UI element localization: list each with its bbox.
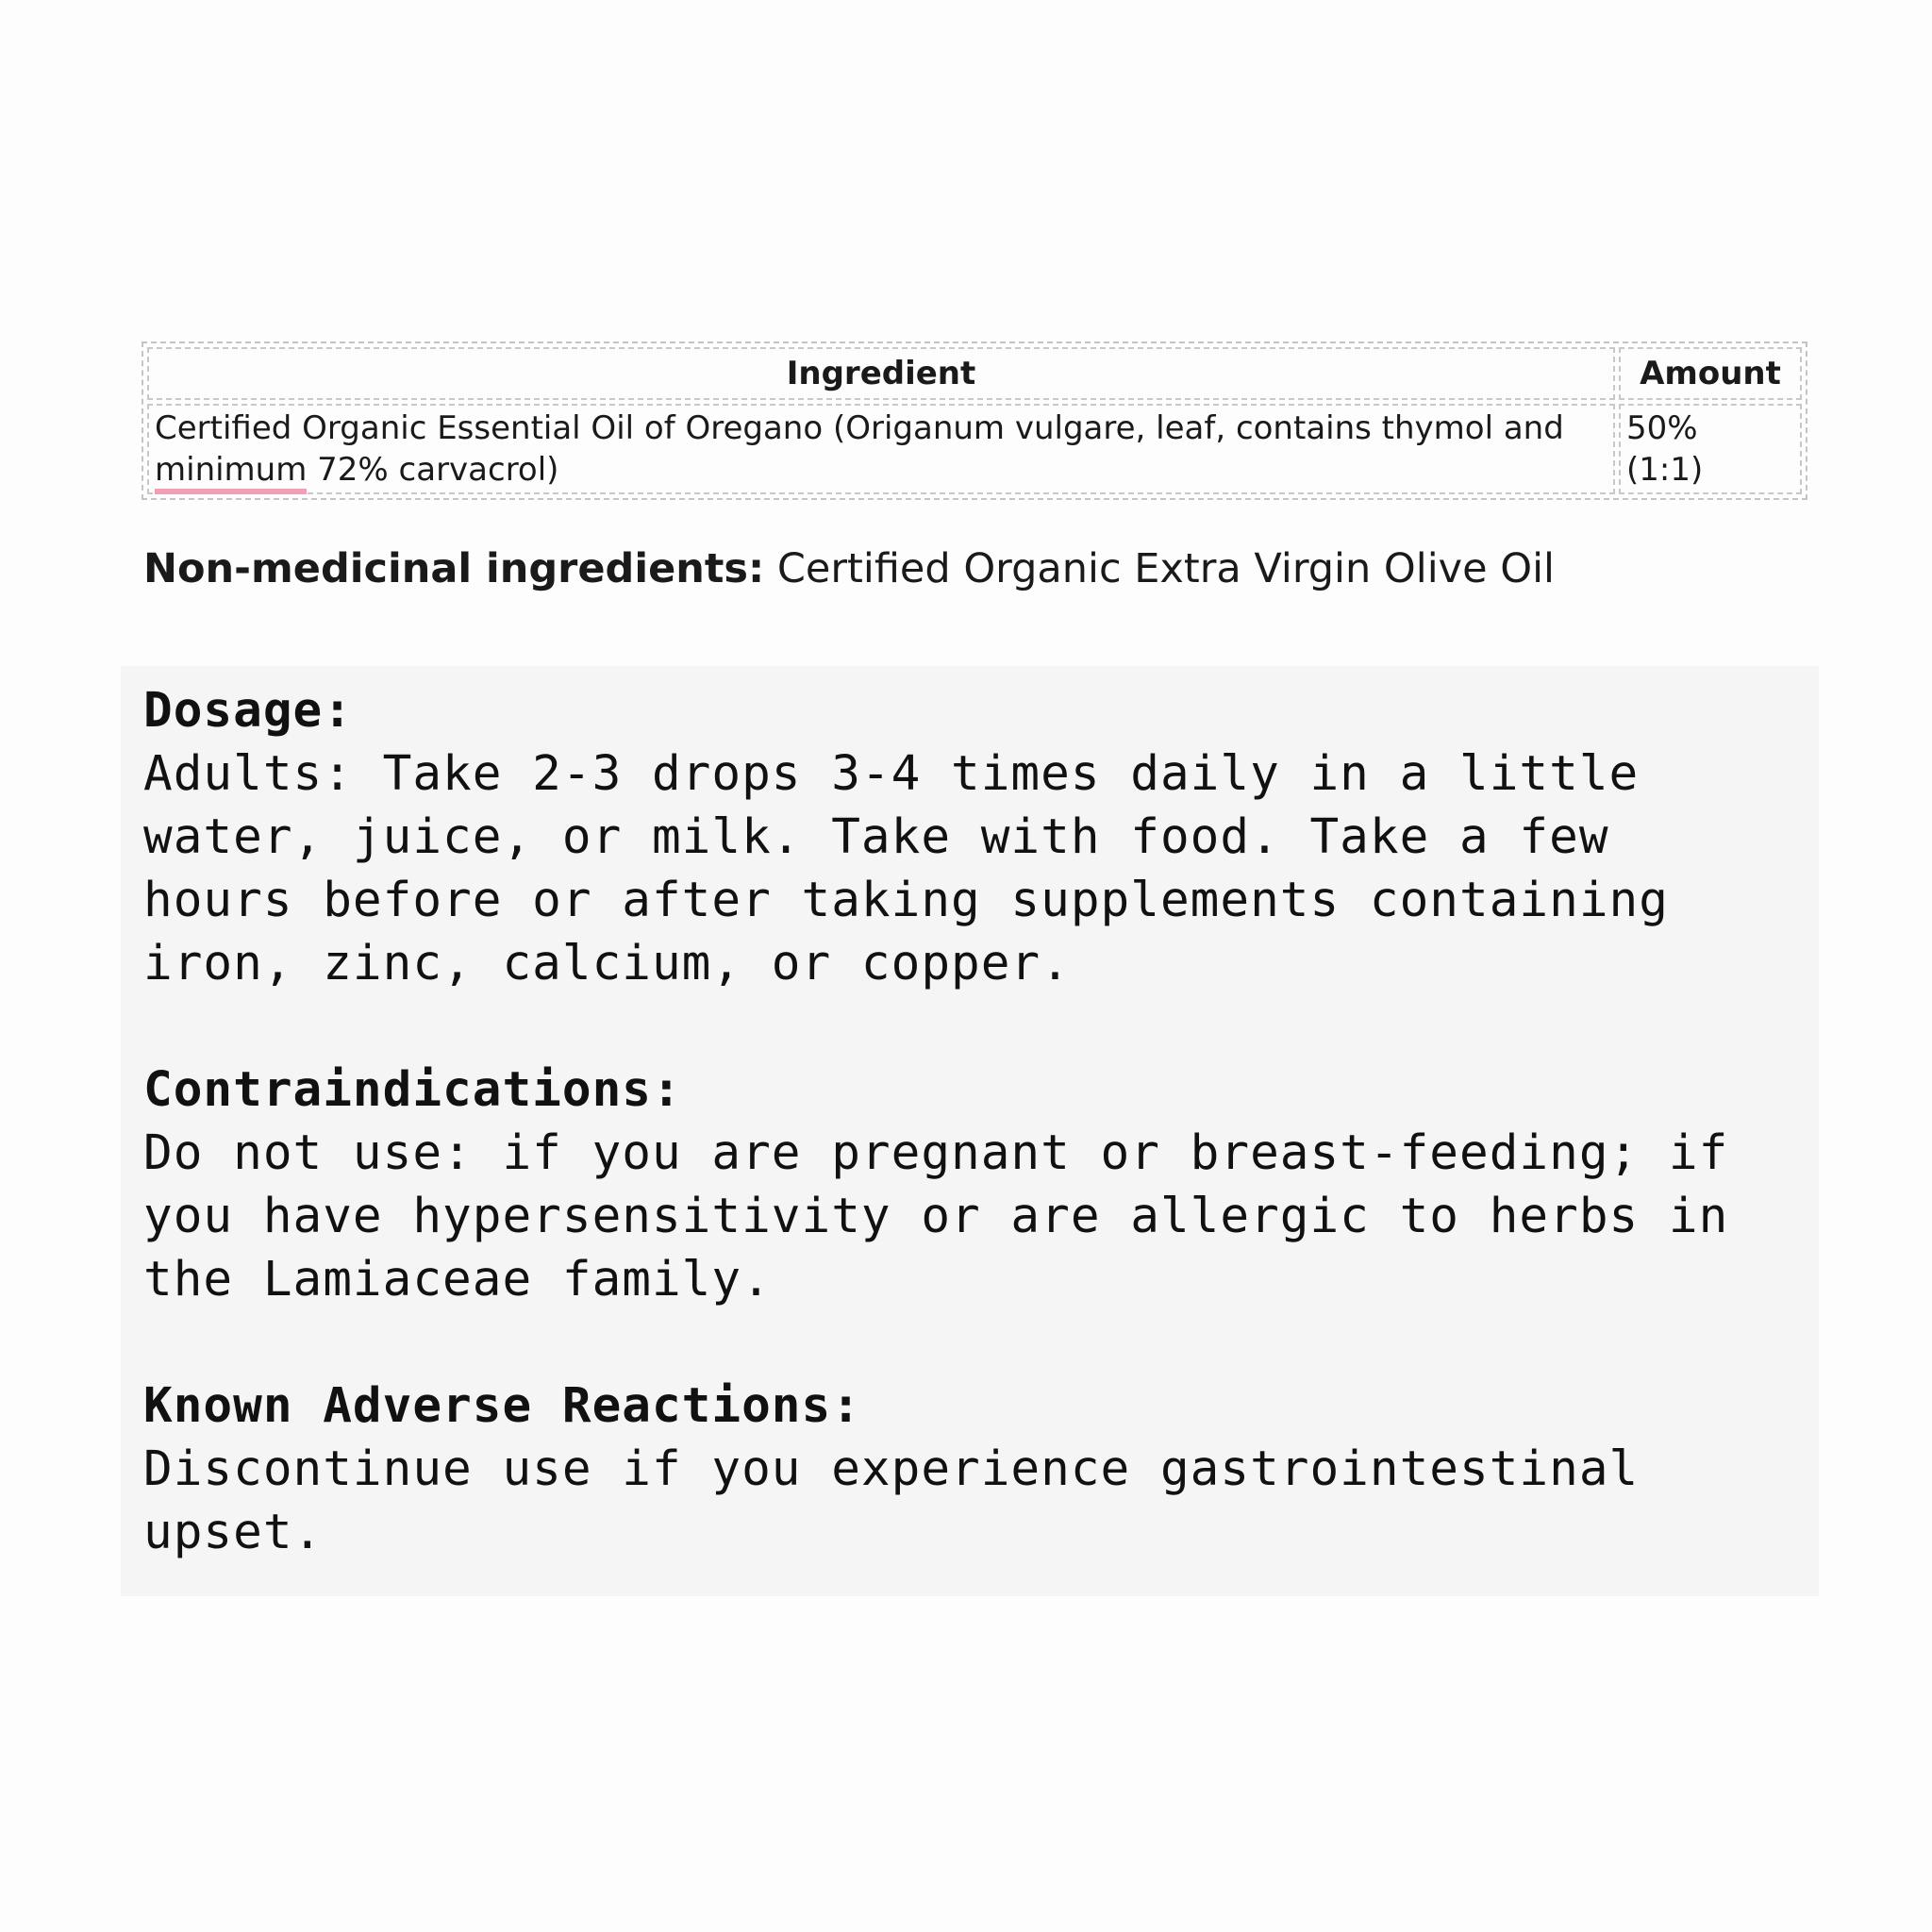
ingredient-text-end: 72% carvacrol) <box>307 451 559 489</box>
amount-cell <box>1619 404 1802 494</box>
product-info-box <box>121 666 1819 1596</box>
amount-ratio: (1:1) <box>1626 451 1704 489</box>
non-medicinal-value: Certified Organic Extra Virgin Olive Oil <box>764 545 1555 592</box>
adverse-reactions-heading: Known Adverse Reactions: <box>143 1378 861 1434</box>
dosage-heading: Dosage: <box>143 683 353 739</box>
contraindications-heading: Contraindications: <box>143 1062 682 1118</box>
ingredient-cell <box>147 404 1615 494</box>
amount-percent: 50% <box>1626 409 1698 447</box>
non-medicinal-label: Non-medicinal ingredients: <box>143 545 765 592</box>
spellcheck-flagged-word[interactable]: minimum <box>155 451 307 494</box>
non-medicinal-ingredients <box>143 545 1555 592</box>
ingredient-text-start: Certified Organic Essential Oil of Oregano (Origanum vulgare, leaf, contains thymol and <box>155 409 1564 447</box>
adverse-reactions-section <box>143 1374 1819 1564</box>
amount-column-header: Amount <box>1619 347 1802 400</box>
table-header-row <box>147 347 1802 400</box>
table-row <box>147 404 1802 494</box>
ingredient-table <box>142 341 1807 500</box>
ingredient-column-header: Ingredient <box>147 347 1615 400</box>
contraindications-section <box>143 1058 1819 1311</box>
adverse-reactions-text: Discontinue use if you experience gastrointestinal upset. <box>143 1441 1640 1560</box>
dosage-text: Adults: Take 2-3 drops 3-4 times daily in a little water, juice, or milk. Take with food. Take a few hours before or after taking supplements containing iron, zinc, calcium, or copper. <box>143 746 1669 991</box>
dosage-section <box>143 679 1819 995</box>
contraindications-text: Do not use: if you are pregnant or breast-feeding; if you have hypersensitivity or are allergic to herbs in the Lamiaceae family. <box>143 1125 1729 1307</box>
